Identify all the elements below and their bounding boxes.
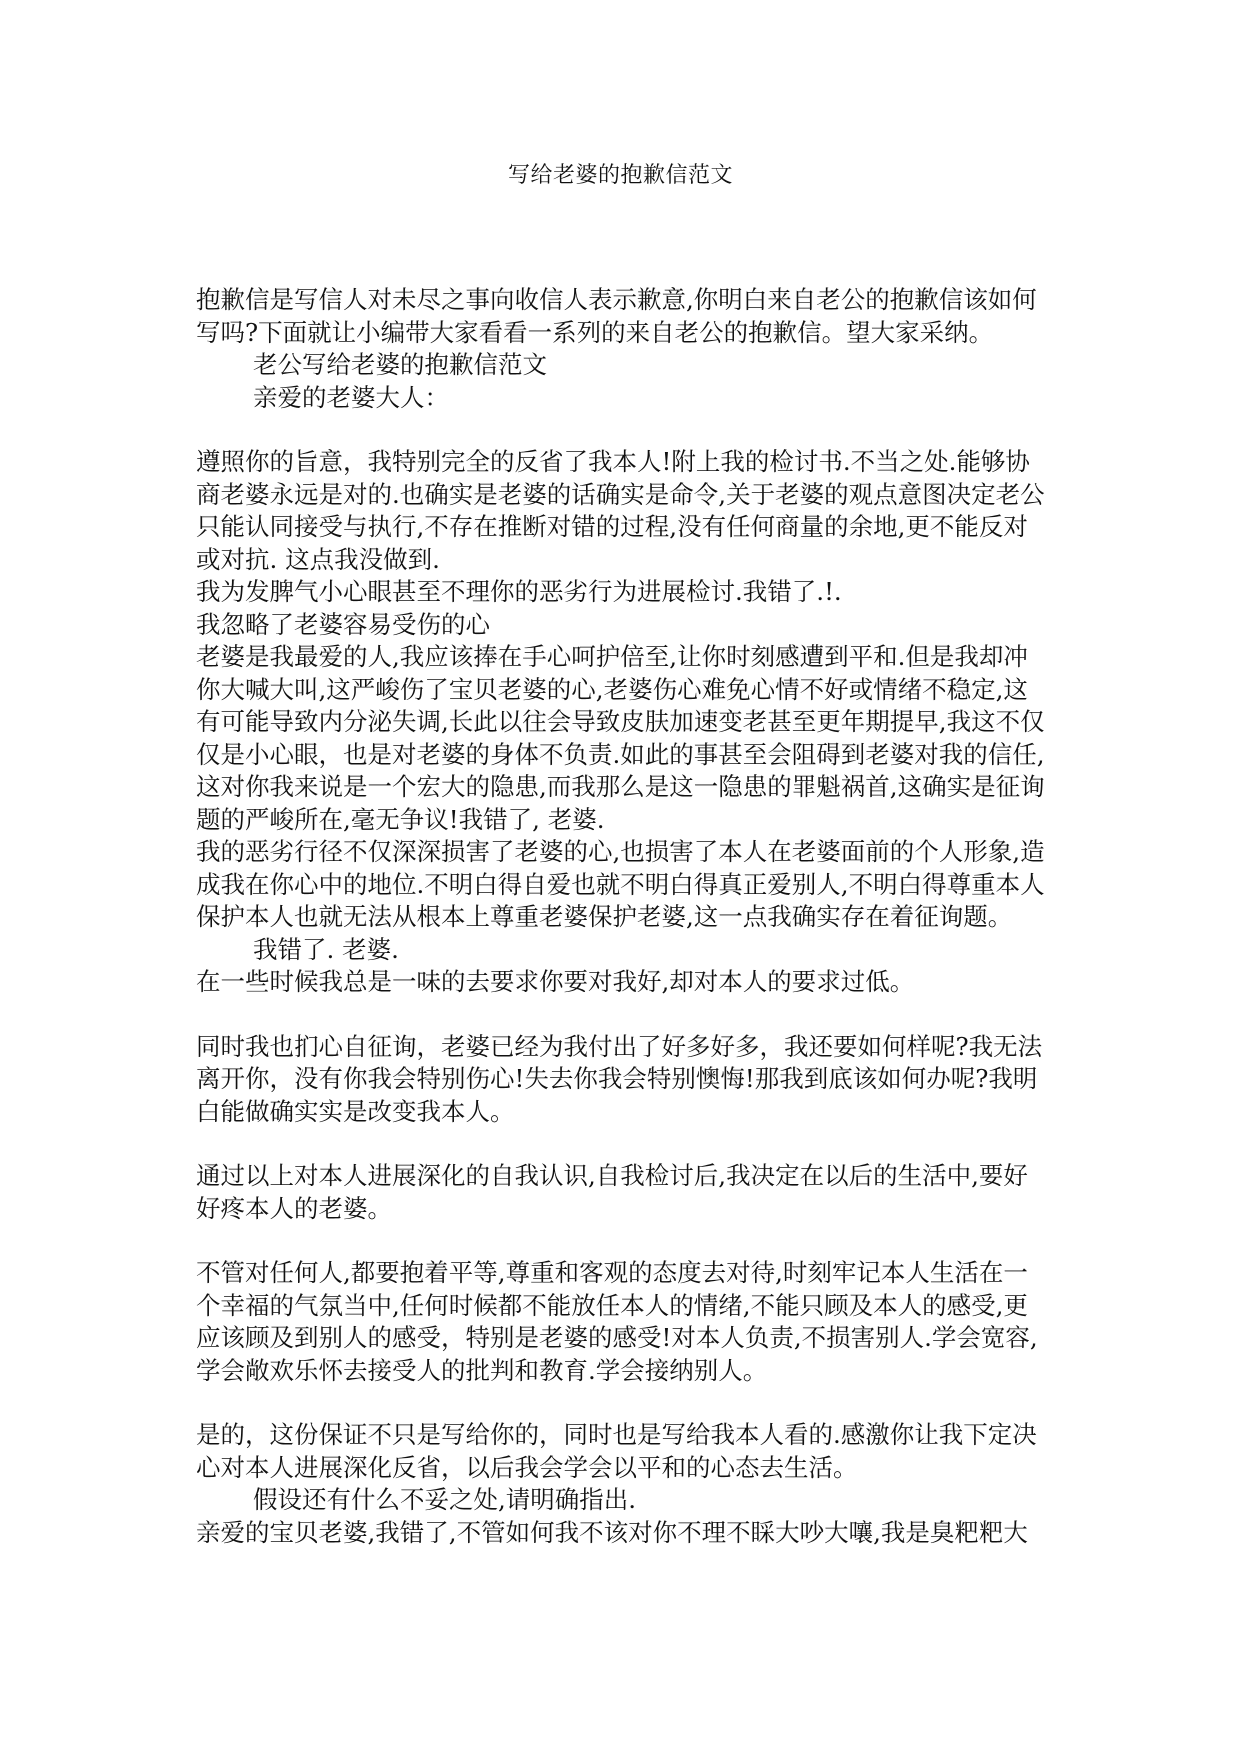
body-paragraph: 老婆是我最爱的人,我应该捧在手心呵护倍至,让你时刻感遭到平和.但是我却冲你大喊大叫,这严峻伤了宝贝老婆的心,老婆伤心难免心情不好或情绪不稳定,这有可能导致内分泌失调,长此以往会导致皮肤加速变老甚至更年期提早,我这不仅仅是小心眼，也是对老婆的身体不负责.如此的事甚至会阻碍到老婆对我的信任,这对你我来说是一个宏大的隐患,而我那么是这一隐患的罪魁祸首,这确实是征询题的严峻所在,毫无争议!我错了, 老婆. bbox=[196, 642, 1045, 834]
body-paragraph: 我忽略了老婆容易受伤的心 bbox=[196, 609, 490, 639]
paragraph-gap bbox=[196, 1225, 1046, 1257]
body-paragraph: 遵照你的旨意，我特别完全的反省了我本人!附上我的检讨书.不当之处.能够协商老婆永远是对的.也确实是老婆的话确实是命令,关于老婆的观点意图决定老公只能认同接受与执行,不存在推断对错的过程,没有任何商量的余地,更不能反对或对抗. 这点我没做到. bbox=[196, 447, 1045, 574]
body-paragraph: 假设还有什么不妥之处,请明确指出. bbox=[253, 1485, 637, 1514]
body-paragraph: 不管对任何人,都要抱着平等,尊重和客观的态度去对待,时刻牢记本人生活在一个幸福的气氛当中,任何时候都不能放任本人的情绪,不能只顾及本人的感受,更应该顾及到别人的感受，特别是老婆的感受!对本人负责,不损害别人.学会宽容,学会敞欢乐怀去接受人的批判和教育.学会接纳别人。 bbox=[196, 1258, 1038, 1385]
document-body bbox=[196, 284, 1046, 1549]
paragraph-gap bbox=[196, 999, 1046, 1031]
paragraph-gap bbox=[196, 1387, 1046, 1419]
body-paragraph: 在一些时候我总是一味的去要求你要对我好,却对本人的要求过低。 bbox=[196, 967, 915, 996]
document-title: 写给老婆的抱歉信范文 bbox=[507, 163, 733, 188]
body-paragraph: 通过以上对本人进展深化的自我认识,自我检讨后,我决定在以后的生活中,要好好疼本人的老婆。 bbox=[196, 1161, 1028, 1223]
paragraph-gap bbox=[196, 414, 1046, 446]
body-paragraph: 同时我也扪心自征询，老婆已经为我付出了好多好多，我还要如何样呢?我无法离开你，没有你我会特别伤心!失去你我会特别懊悔!那我到底该如何办呢?我明白能做确实实是改变我本人。 bbox=[196, 1031, 1043, 1126]
body-paragraph: 我为发脾气小心眼甚至不理你的恶劣行为进展检讨.我错了.!. bbox=[196, 577, 842, 606]
body-paragraph: 抱歉信是写信人对未尽之事向收信人表示歉意,你明白来自老公的抱歉信该如何写吗?下面就让小编带大家看看一系列的来自老公的抱歉信。望大家采纳。 bbox=[196, 285, 1037, 347]
body-paragraph: 我的恶劣行径不仅深深损害了老婆的心,也损害了本人在老婆面前的个人形象,造成我在你心中的地位.不明白得自爱也就不明白得真正爱别人,不明白得尊重本人保护本人也就无法从根本上尊重老婆保护老婆,这一点我确实存在着征询题。 bbox=[196, 837, 1045, 931]
body-paragraph: 亲爱的老婆大人： bbox=[253, 382, 449, 412]
body-paragraph: 是的，这份保证不只是写给你的，同时也是写给我本人看的.感激你让我下定决心对本人进展深化反省，以后我会学会以平和的心态去生活。 bbox=[196, 1420, 1037, 1482]
body-paragraph: 我错了. 老婆. bbox=[253, 934, 399, 964]
paragraph-gap bbox=[196, 1128, 1046, 1160]
body-paragraph: 亲爱的宝贝老婆,我错了,不管如何我不该对你不理不睬大吵大嚷,我是臭粑粑大 bbox=[196, 1517, 1028, 1547]
body-paragraph: 老公写给老婆的抱歉信范文 bbox=[253, 350, 547, 379]
